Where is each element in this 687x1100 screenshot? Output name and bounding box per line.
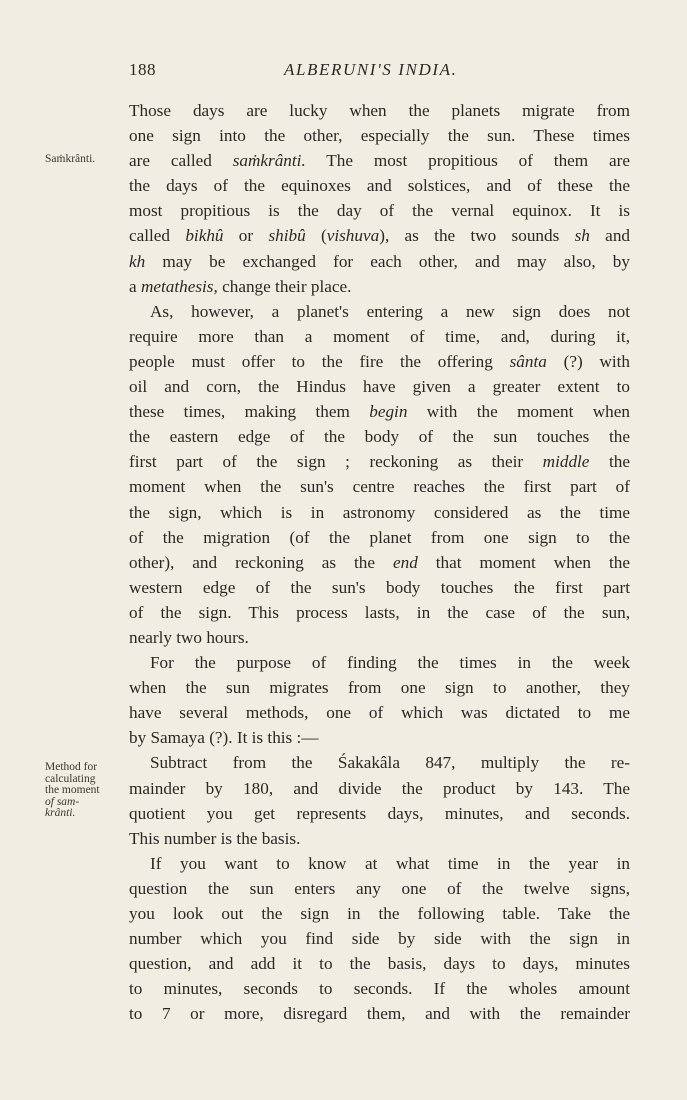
margin-note-line: Method for (45, 761, 98, 773)
text-segment: to minutes, seconds to seconds. If the wholes amount (129, 979, 630, 999)
text-segment: other), and reckoning as the (129, 552, 393, 572)
text-line (129, 750, 630, 775)
italic-term: sânta (509, 351, 547, 371)
text-segment: to 7 or more, disregard them, and with the remainder (129, 1004, 630, 1024)
text-line (129, 675, 630, 700)
text-line (129, 424, 630, 449)
text-line (129, 474, 630, 499)
text-line (129, 98, 630, 123)
text-line (129, 926, 630, 951)
text-segment: Those days are lucky when the planets migrate from (129, 101, 630, 120)
margin-note-line: the moment (45, 784, 100, 796)
text-line (129, 349, 630, 374)
italic-term: saṁkrânti. (232, 151, 306, 171)
text-segment: ), as the two sounds (379, 226, 575, 246)
text-line (129, 776, 630, 801)
italic-term: begin (369, 402, 408, 422)
text-segment: For the purpose of finding the times in the week (150, 653, 630, 673)
text-line (129, 876, 630, 901)
italic-term: sh (574, 226, 590, 246)
text-line (129, 1001, 630, 1026)
text-line (129, 449, 630, 474)
text-segment: require more than a moment of time, and, during it, (129, 326, 630, 346)
text-segment: first part of the sign ; reckoning as their (129, 452, 543, 472)
text-segment: a (129, 276, 141, 296)
page-header (0, 60, 687, 84)
text-line (129, 575, 630, 600)
text-line (129, 274, 484, 299)
text-segment: western edge of the sun's body touches the first part (129, 577, 630, 597)
margin-note-line: Saṁkrânti. (45, 153, 96, 165)
text-line (129, 198, 630, 223)
page-number: 188 (129, 60, 156, 79)
text-segment: nearly two hours. (129, 627, 249, 647)
text-line (129, 374, 630, 399)
italic-term: shibû (268, 226, 306, 246)
text-segment: the days of the equinoxes and solstices, and of these the (129, 176, 630, 196)
text-segment: that moment when the (417, 552, 630, 572)
text-line (129, 500, 630, 525)
text-segment: Subtract from the Śakakâla 847, multiply the re- (150, 753, 630, 773)
italic-term: middle (542, 452, 590, 472)
italic-term: bikhû (185, 226, 224, 246)
text-line (129, 324, 630, 349)
text-segment: by Samaya (?). It is this :— (129, 728, 319, 748)
text-segment: oil and corn, the Hindus have given a greater extent to (129, 377, 630, 397)
text-line (129, 399, 630, 424)
italic-term: vishuva (326, 226, 380, 246)
text-segment: mainder by 180, and divide the product by 143. The (129, 778, 630, 798)
text-line (129, 123, 630, 148)
text-line (129, 525, 630, 550)
text-segment: of the migration (of the planet from one sign to the (129, 527, 630, 547)
text-segment: number which you find side by side with the sign in (129, 929, 630, 949)
text-segment: you look out the sign in the following table. Take the (129, 904, 630, 923)
text-line (129, 851, 630, 876)
text-segment: people must offer to the fire the offering (129, 351, 510, 371)
text-line (129, 173, 630, 198)
text-segment: these times, making them (129, 402, 370, 422)
text-segment: As, however, a planet's entering a new sign does not (150, 301, 630, 321)
text-segment: If you want to know at what time in the year in (150, 853, 630, 873)
text-segment: ( (305, 226, 327, 246)
margin-note-line: of sam- (45, 795, 80, 808)
text-segment: quotient you get represents days, minutes, and seconds. (129, 803, 630, 823)
text-segment: or (223, 226, 269, 246)
text-line (129, 976, 630, 1001)
text-line (129, 826, 351, 851)
text-line (129, 223, 630, 248)
text-segment: moment when the sun's centre reaches the first part of (129, 477, 630, 497)
text-segment: have several methods, one of which was dictated to me (129, 703, 630, 723)
text-segment: called (129, 226, 186, 246)
italic-term: end (392, 552, 418, 572)
italic-term: kh (129, 251, 146, 271)
text-segment: question the sun enters any one of the twelve signs, (129, 878, 630, 898)
text-segment: may be exchanged for each other, and may also, by (145, 251, 630, 271)
text-segment: The most propitious of them are (305, 151, 630, 171)
text-segment: of the sign. This process lasts, in the case of the sun, (129, 602, 630, 622)
text-line (129, 249, 630, 274)
text-segment: (?) with (546, 351, 630, 371)
margin-note-samkranti (45, 154, 95, 166)
margin-note-method (45, 762, 100, 820)
text-line (129, 148, 630, 173)
text-line (129, 951, 630, 976)
running-title: ALBERUNI'S INDIA. (284, 60, 458, 79)
text-line (129, 801, 630, 826)
text-line (129, 600, 630, 625)
italic-term: metathesis, (140, 276, 218, 296)
margin-note-line: krânti. (45, 807, 76, 819)
text-segment: are called (129, 151, 233, 171)
text-segment: the (589, 452, 630, 472)
text-line (129, 625, 289, 650)
text-line (129, 299, 630, 324)
text-line (129, 550, 630, 575)
text-line (129, 725, 359, 750)
text-segment: with the moment when (407, 402, 630, 422)
text-segment: question, and add it to the basis, days to days, minutes (129, 954, 630, 974)
text-segment: when the sun migrates from one sign to another, they (129, 678, 630, 698)
text-segment: This number is the basis. (129, 828, 301, 848)
body-text (129, 98, 630, 1026)
text-line (129, 650, 630, 675)
text-line (129, 901, 630, 926)
text-segment: the eastern edge of the body of the sun touches the (129, 427, 630, 447)
margin-note-line: calculating (45, 772, 96, 785)
text-segment: most propitious is the day of the vernal equinox. It is (129, 201, 630, 221)
text-segment: the sign, which is in astronomy considered as the time (129, 502, 630, 522)
text-segment: one sign into the other, especially the sun. These times (129, 126, 630, 146)
text-segment: and (589, 226, 631, 246)
text-segment: change their place. (217, 276, 352, 296)
text-line (129, 700, 630, 725)
